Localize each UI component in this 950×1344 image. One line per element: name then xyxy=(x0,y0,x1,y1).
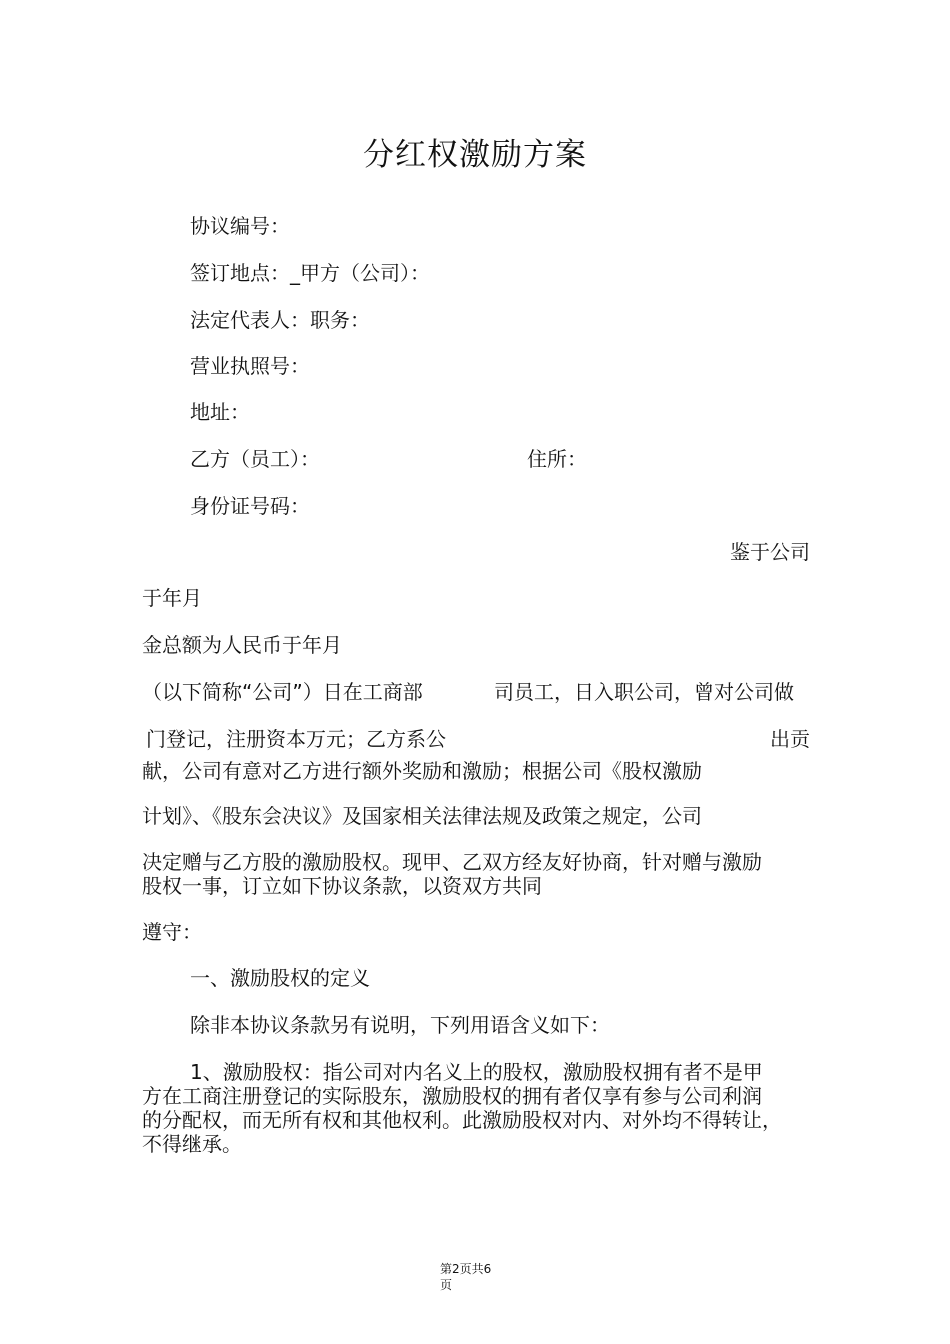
page-number-line: 页 xyxy=(440,1278,453,1292)
section-paragraph-line: 方在工商注册登记的实际股东，激励股权的拥有者仅享有参与公司利润 xyxy=(142,1084,762,1108)
body-line: 计划》、《股东会决议》及国家相关法律法规及政策之规定，公司 xyxy=(142,804,702,828)
section-heading: 一、激励股权的定义 xyxy=(190,966,370,990)
body-line: 出贡 xyxy=(770,727,810,751)
field-party-b: 乙方（员工）： xyxy=(190,447,320,471)
field-legal-rep: 法定代表人：职务： xyxy=(190,308,370,332)
body-line: 金总额为人民币于年月 xyxy=(142,633,342,657)
page-number-line: 第2页共6 xyxy=(440,1262,492,1276)
body-line: 决定赠与乙方股的激励股权。现甲、乙双方经友好协商，针对赠与激励 xyxy=(142,850,762,874)
field-residence: 住所： xyxy=(527,447,587,471)
body-line: （以下简称“公司”）日在工商部 xyxy=(142,680,423,704)
field-address: 地址： xyxy=(190,400,250,424)
body-line: 股权一事，订立如下协议条款，以资双方共同 xyxy=(142,874,542,898)
body-line: 门登记，注册资本万元；乙方系公 xyxy=(146,727,446,751)
body-line: 鉴于公司 xyxy=(730,540,810,564)
section-paragraph-line: 不得继承。 xyxy=(142,1132,242,1156)
body-line: 于年月 xyxy=(142,586,202,610)
section-intro: 除非本协议条款另有说明，下列用语含义如下： xyxy=(190,1013,610,1037)
field-id-no: 身份证号码： xyxy=(190,494,310,518)
document-title: 分红权激励方案 xyxy=(363,137,587,173)
field-sign-place: 签订地点：_甲方（公司）： xyxy=(190,261,430,285)
field-agreement-no: 协议编号： xyxy=(190,214,290,238)
body-line: 司员工，日入职公司，曾对公司做 xyxy=(494,680,794,704)
body-line: 献，公司有意对乙方进行额外奖励和激励；根据公司《股权激励 xyxy=(142,759,702,783)
section-paragraph-line: 的分配权，而无所有权和其他权利。此激励股权对内、对外均不得转让， xyxy=(142,1108,782,1132)
section-paragraph-line: 1、激励股权：指公司对内名义上的股权，激励股权拥有者不是甲 xyxy=(190,1060,763,1084)
page-footer xyxy=(440,1261,491,1293)
field-license-no: 营业执照号： xyxy=(190,354,310,378)
body-line: 遵守： xyxy=(142,920,202,944)
